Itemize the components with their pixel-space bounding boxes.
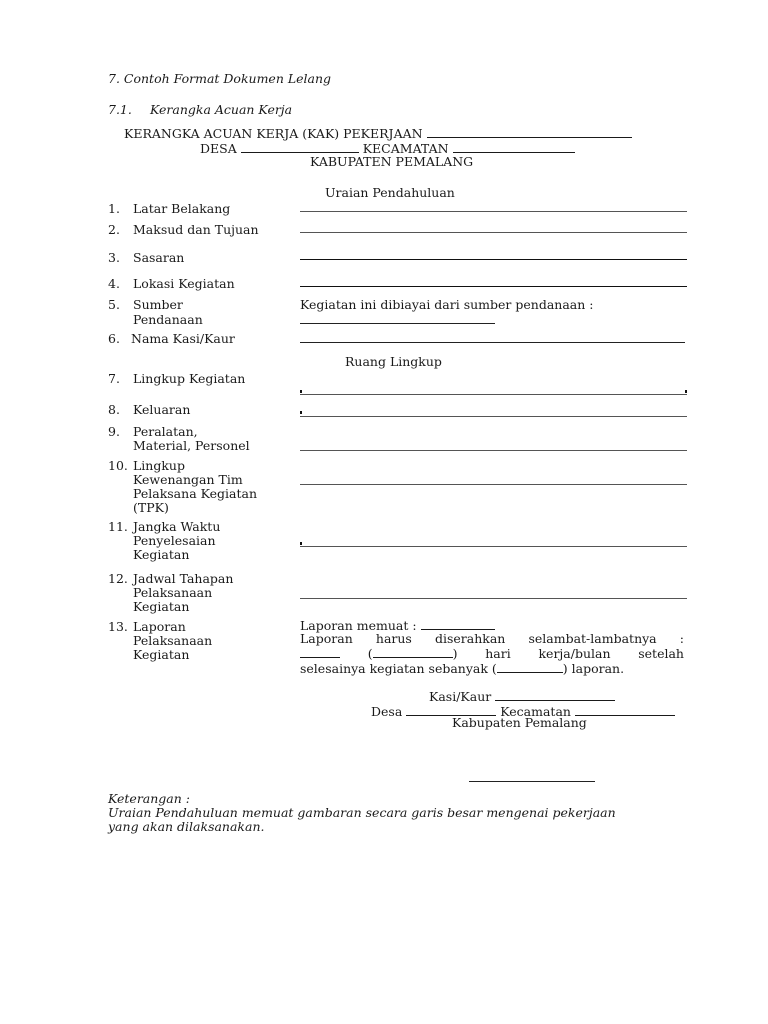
hari-count-blank bbox=[300, 646, 340, 658]
item-label: Nama Kasi/Kaur bbox=[131, 331, 235, 346]
item-label: Maksud dan Tujuan bbox=[133, 222, 259, 237]
laporan-line2: Laporan harus diserahkan selambat-lambatnya : bbox=[300, 631, 684, 646]
fill-line bbox=[300, 232, 687, 233]
desa-blank bbox=[241, 141, 359, 153]
fill-line bbox=[300, 416, 687, 417]
fill-line bbox=[300, 211, 687, 212]
note-line1: Uraian Pendahuluan memuat gambaran secara garis besar mengenai pekerjaan bbox=[108, 805, 616, 820]
item-label: Latar Belakang bbox=[133, 201, 231, 216]
item-number: 11. bbox=[108, 519, 128, 534]
item-number: 7. bbox=[108, 371, 120, 386]
item-number: 12. bbox=[108, 571, 128, 586]
laporan-line3: ( ) hari kerja/bulan setelah bbox=[300, 646, 684, 662]
memuat-blank bbox=[421, 618, 495, 630]
signature-kabupaten: Kabupaten Pemalang bbox=[452, 715, 587, 730]
fill-line bbox=[300, 286, 687, 287]
kasi-blank bbox=[495, 689, 615, 701]
item-number: 3. bbox=[108, 250, 120, 265]
mark bbox=[685, 390, 687, 393]
note-label: Keterangan : bbox=[108, 791, 190, 806]
fill-line bbox=[300, 484, 687, 485]
item-number: 5. bbox=[108, 297, 120, 312]
sumber-text: Kegiatan ini dibiayai dari sumber pendanaan : bbox=[300, 297, 594, 312]
uraian-heading: Uraian Pendahuluan bbox=[325, 185, 455, 200]
ruang-heading: Ruang Lingkup bbox=[345, 354, 442, 369]
sig-kecamatan-blank bbox=[575, 704, 675, 716]
fill-line bbox=[300, 342, 685, 343]
fill-line bbox=[300, 259, 687, 260]
hari-words-blank bbox=[373, 646, 453, 658]
item-label: Jangka Waktu Penyelesaian Kegiatan bbox=[133, 519, 221, 562]
item-label: Lingkup Kewenangan Tim Pelaksana Kegiatan (TPK) bbox=[133, 458, 257, 515]
fill-line bbox=[300, 394, 687, 395]
kak-title-line2: DESA KECAMATAN bbox=[200, 141, 575, 157]
item-number: 2. bbox=[108, 222, 120, 237]
fill-line bbox=[300, 323, 495, 324]
item-label: Laporan Pelaksanaan Kegiatan bbox=[133, 619, 213, 662]
item-number: 1. bbox=[108, 201, 120, 216]
item-label: Lingkup Kegiatan bbox=[133, 371, 246, 386]
note-line2: yang akan dilaksanakan. bbox=[108, 819, 265, 834]
item-number: 8. bbox=[108, 402, 120, 417]
item-number: 10. bbox=[108, 458, 128, 473]
subsection-title: Kerangka Acuan Kerja bbox=[150, 102, 293, 117]
fill-line bbox=[300, 450, 687, 451]
signature-line bbox=[469, 781, 595, 782]
signature-kasi: Kasi/Kaur bbox=[429, 689, 615, 705]
signature-desa: Desa Kecamatan bbox=[371, 704, 675, 720]
laporan-memuat: Laporan memuat : bbox=[300, 618, 495, 634]
mark bbox=[300, 411, 302, 414]
mark bbox=[300, 390, 302, 393]
item-number: 9. bbox=[108, 424, 120, 439]
item-number: 6. bbox=[108, 331, 120, 346]
kak-title-line3: KABUPATEN PEMALANG bbox=[310, 154, 474, 169]
item-label: Sumber Pendanaan bbox=[133, 297, 203, 327]
fill-line bbox=[300, 546, 687, 547]
item-label: Jadwal Tahapan Pelaksanaan Kegiatan bbox=[133, 571, 234, 614]
item-number: 13. bbox=[108, 619, 128, 634]
item-label: Lokasi Kegiatan bbox=[133, 276, 235, 291]
pekerjaan-blank bbox=[427, 126, 632, 138]
item-label: Keluaran bbox=[133, 402, 191, 417]
section-heading: 7. Contoh Format Dokumen Lelang bbox=[108, 71, 332, 86]
item-number: 4. bbox=[108, 276, 120, 291]
subsection-number: 7.1. bbox=[108, 102, 132, 117]
kak-title-line1: KERANGKA ACUAN KERJA (KAK) PEKERJAAN bbox=[124, 126, 632, 142]
sebanyak-blank bbox=[497, 661, 563, 673]
kecamatan-blank bbox=[453, 141, 575, 153]
mark bbox=[300, 542, 302, 545]
fill-line bbox=[300, 598, 687, 599]
item-label: Peralatan, Material, Personel bbox=[133, 424, 250, 453]
item-label: Sasaran bbox=[133, 250, 185, 265]
laporan-line4: selesainya kegiatan sebanyak ( ) laporan. bbox=[300, 661, 625, 676]
